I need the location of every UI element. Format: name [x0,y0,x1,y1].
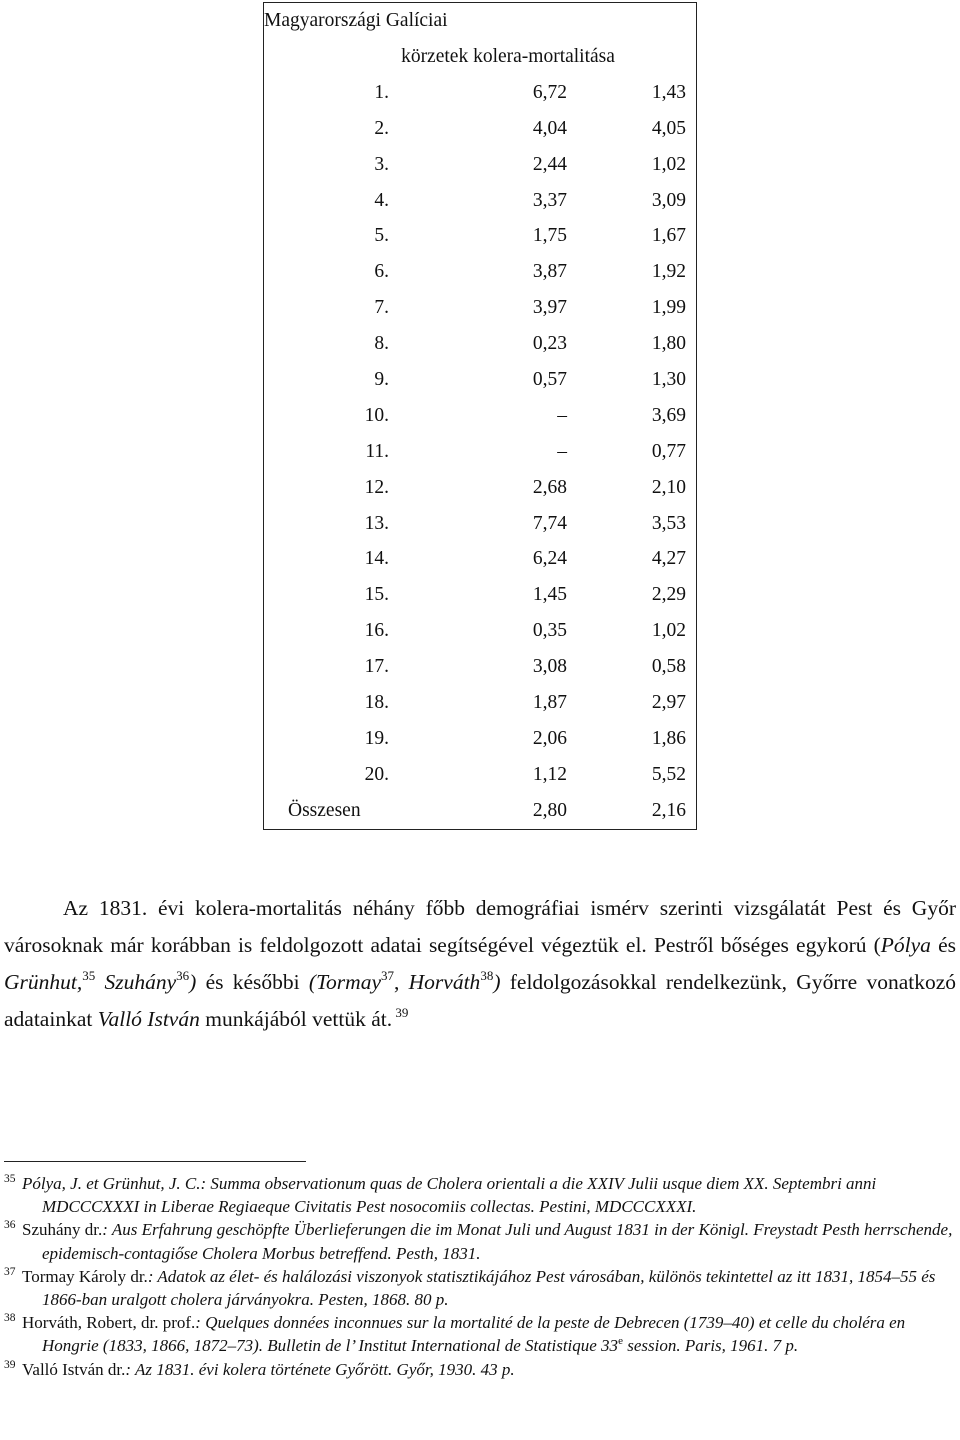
district-cell: 9. [264,362,390,398]
district-cell: 11. [264,434,390,470]
footnote-text: session. Paris, 1961. 7 p. [622,1336,799,1356]
para-author: Grünhut, [4,970,83,994]
galician-rate-cell: 1,02 [573,613,697,649]
district-cell: 5. [264,218,390,254]
footnote-author: Pólya, J. et Grünhut, J. C. [22,1174,201,1193]
footnote-author: Szuhány dr. [22,1220,103,1240]
galician-rate-cell: 0,58 [573,649,697,685]
hungarian-rate-cell: 2,80 [389,793,573,829]
district-cell: 16. [264,613,390,649]
para-text: feldolgozásokkal rendelkezünk, Győrre vonatkozó adatainkat [4,970,956,1031]
district-cell: 20. [264,757,390,793]
galician-rate-cell: 2,29 [573,577,697,613]
hungarian-rate-cell: 4,04 [532,117,567,139]
footnote-ref: 36 [176,968,190,983]
hungarian-rate-cell: 1,45 [532,584,567,606]
table-row [264,218,697,254]
district-cell: 7. [264,290,390,326]
district-cell: 4. [264,183,390,219]
district-cell: 18. [264,685,390,721]
table-row [264,290,697,326]
table-subtitle: körzetek kolera-mortalitása [264,39,697,75]
table-row [264,183,697,219]
hungarian-rate-cell: – [557,404,567,426]
hungarian-rate-cell: 7,74 [532,512,567,534]
hungarian-rate-cell: 2,06 [532,727,567,749]
galician-rate-cell: 1,02 [573,147,697,183]
col-header-galician: Galíciai [385,10,448,31]
footnote-36: 36 Szuhány dr.: Aus Erfahrung geschöpfte Überlieferungen die im Monat Juli und August 1831 in der Königl. Freystadt Pesth herrschende, epidemisch-contagiőse Cholera Morbus betreffend. Pesth, 1831. [4,1219,953,1263]
hungarian-rate-cell: 6,72 [532,81,567,103]
galician-rate-cell: 3,53 [573,506,697,542]
footnote-37: 37 Tormay Károly dr.: Adatok az élet- és halálozási viszonyok statisztikájához Pest városában, különös tekintettel az itt 1831, 1854–55 és 1866-ban uralgott cholera járványokra. Pesten, 1868. 80 p. [4,1265,936,1310]
galician-rate-cell: 4,05 [573,111,697,147]
para-author: Szuhány [95,970,177,994]
galician-rate-cell: 3,69 [573,398,697,434]
table-row [264,75,697,111]
body-paragraph [4,890,956,1038]
district-cell: 6. [264,254,390,290]
galician-rate-cell: 1,80 [573,326,697,362]
footnote-ref: 39 [392,1005,409,1020]
hungarian-rate-cell: 0,57 [532,368,567,390]
galician-rate-cell: 1,86 [573,721,697,757]
hungarian-rate-cell: 3,37 [532,189,567,211]
hungarian-rate-cell: 3,87 [532,261,567,283]
table-row [264,147,697,183]
galician-rate-cell: 3,09 [573,183,697,219]
footnotes [4,1172,956,1381]
table-row [264,757,697,793]
para-text: ) [189,970,197,994]
hungarian-rate-cell: 3,08 [532,656,567,678]
footnote-text: : Adatok az élet- és halálozási viszonyok statisztikájához Pest városában, különös tekintettel az itt 1831, 1854–55 és 1866-ban uralgott cholera járványokra. Pesten, 1868. 80 p. [42,1266,936,1310]
table-row [264,577,697,613]
galician-rate-cell: 2,97 [573,685,697,721]
hungarian-rate-cell: – [557,440,567,462]
galician-rate-cell: 1,43 [573,75,697,111]
hungarian-rate-cell: 1,75 [532,225,567,247]
footnote-35: 35 Pólya, J. et Grünhut, J. C.: Summa observationum quas de Cholera orientali a die XXIV Julii usque diem XX. Septembri anni MDCCCXXXI in Liberae Regiaeque Civitatis Pest nosocomiis collectas. Pestini, MDCCCXXXI. [4,1173,877,1217]
table-row [264,541,697,577]
district-cell: 14. [264,541,390,577]
footnote-author: Valló István dr. [22,1359,126,1379]
table-row [264,398,697,434]
footnote-separator [4,1161,306,1162]
galician-rate-cell: 4,27 [573,541,697,577]
galician-rate-cell: 2,16 [573,793,697,829]
district-cell: 10. [264,398,390,434]
district-cell: 15. [264,577,390,613]
galician-rate-cell: 1,99 [573,290,697,326]
footnote-ref: 35 [82,968,96,983]
district-cell: 12. [264,470,390,506]
galician-rate-cell: 1,67 [573,218,697,254]
galician-rate-cell: 2,10 [573,470,697,506]
hungarian-rate-cell: 0,35 [532,620,567,642]
district-cell: Összesen [264,793,390,829]
galician-rate-cell: 0,77 [573,434,697,470]
table-row [264,470,697,506]
table-row [264,506,697,542]
table-row [264,111,697,147]
district-cell: 13. [264,506,390,542]
district-cell: 3. [264,147,390,183]
table-row [264,649,697,685]
hungarian-rate-cell: 0,23 [532,333,567,355]
hungarian-rate-cell: 2,44 [532,153,567,175]
galician-rate-cell: 5,52 [573,757,697,793]
para-text: és [930,933,956,957]
para-text: munkájából vettük át. [199,1007,393,1031]
para-author: Horváth [408,970,481,994]
table-row [264,434,697,470]
para-author: (Tormay [308,970,381,994]
para-author: Pólya [880,933,931,957]
col-header-hungarian: Magyarországi [264,10,381,31]
cholera-mortality-table [263,2,697,830]
galician-rate-cell: 1,92 [573,254,697,290]
footnote-text: : Summa observationum quas de Cholera orientali a die XXIV Julii usque diem XX. Septembri anni MDCCCXXXI in Liberae Regiaeque Civitatis Pest nosocomiis collectas. Pestini, MDCCCXXXI. [42,1174,877,1217]
hungarian-rate-cell: 2,68 [532,476,567,498]
footnote-39: 39 Valló István dr.: Az 1831. évi kolera története Győrött. Győr, 1930. 43 p. [4,1358,515,1379]
table-header-row [264,3,697,40]
footnote-text: : Az 1831. évi kolera története Győrött. Győr, 1930. 43 p. [125,1359,515,1379]
para-text: és későbbi [196,970,309,994]
table-row [264,326,697,362]
table-row [264,721,697,757]
footnote-author: Horváth, Robert, dr. prof. [22,1313,196,1333]
table-row [264,685,697,721]
table-row [264,793,697,829]
district-cell: 19. [264,721,390,757]
table-row [264,254,697,290]
para-text: , [394,970,409,994]
table-row [264,362,697,398]
footnote-superscript: e [618,1335,623,1348]
table-row [264,613,697,649]
para-text: ) [493,970,501,994]
hungarian-rate-cell: 6,24 [532,548,567,570]
footnote-ref: 37 [381,968,394,983]
hungarian-rate-cell: 1,87 [532,691,567,713]
district-cell: 8. [264,326,390,362]
footnote-text: : Aus Erfahrung geschöpfte Überlieferungen die im Monat Juli und August 1831 in der Königl. Freystadt Pesth herrschende, epidemisch-contagiőse Cholera Morbus betreffend. Pesth, 1831. [42,1220,953,1263]
footnote-38: 38 Horváth, Robert, dr. prof.: Quelques données inconnues sur la mortalité de la peste de Debrecen (1739–40) et celle du choléra en Hongrie (1833, 1866, 1872–73). Bulletin de l’ Institut International de Statistique 33e session. Paris, 1961. 7 p. [4,1312,906,1356]
hungarian-rate-cell: 1,12 [532,763,567,785]
footnote-author: Tormay Károly dr. [22,1266,148,1286]
para-author: Valló István [97,1007,200,1031]
district-cell: 1. [264,75,390,111]
footnote-text: : Quelques données inconnues sur la mortalité de la peste de Debrecen (1739–40) et celle du choléra en Hongrie (1833, 1866, 1872–73). Bulletin de l’ Institut International de Statistique 33 [42,1313,906,1356]
hungarian-rate-cell: 3,97 [532,297,567,319]
district-cell: 2. [264,111,390,147]
para-text: Az 1831. évi kolera-mortalitás néhány főbb demográfiai ismérv szerinti vizsgálatát Pest és Győr városoknak már korábban is feldolgozott adatai segítségével végeztük el. Pestről bőséges egykorú ( [4,896,956,957]
district-cell: 17. [264,649,390,685]
galician-rate-cell: 1,30 [573,362,697,398]
footnote-ref: 38 [480,968,494,983]
